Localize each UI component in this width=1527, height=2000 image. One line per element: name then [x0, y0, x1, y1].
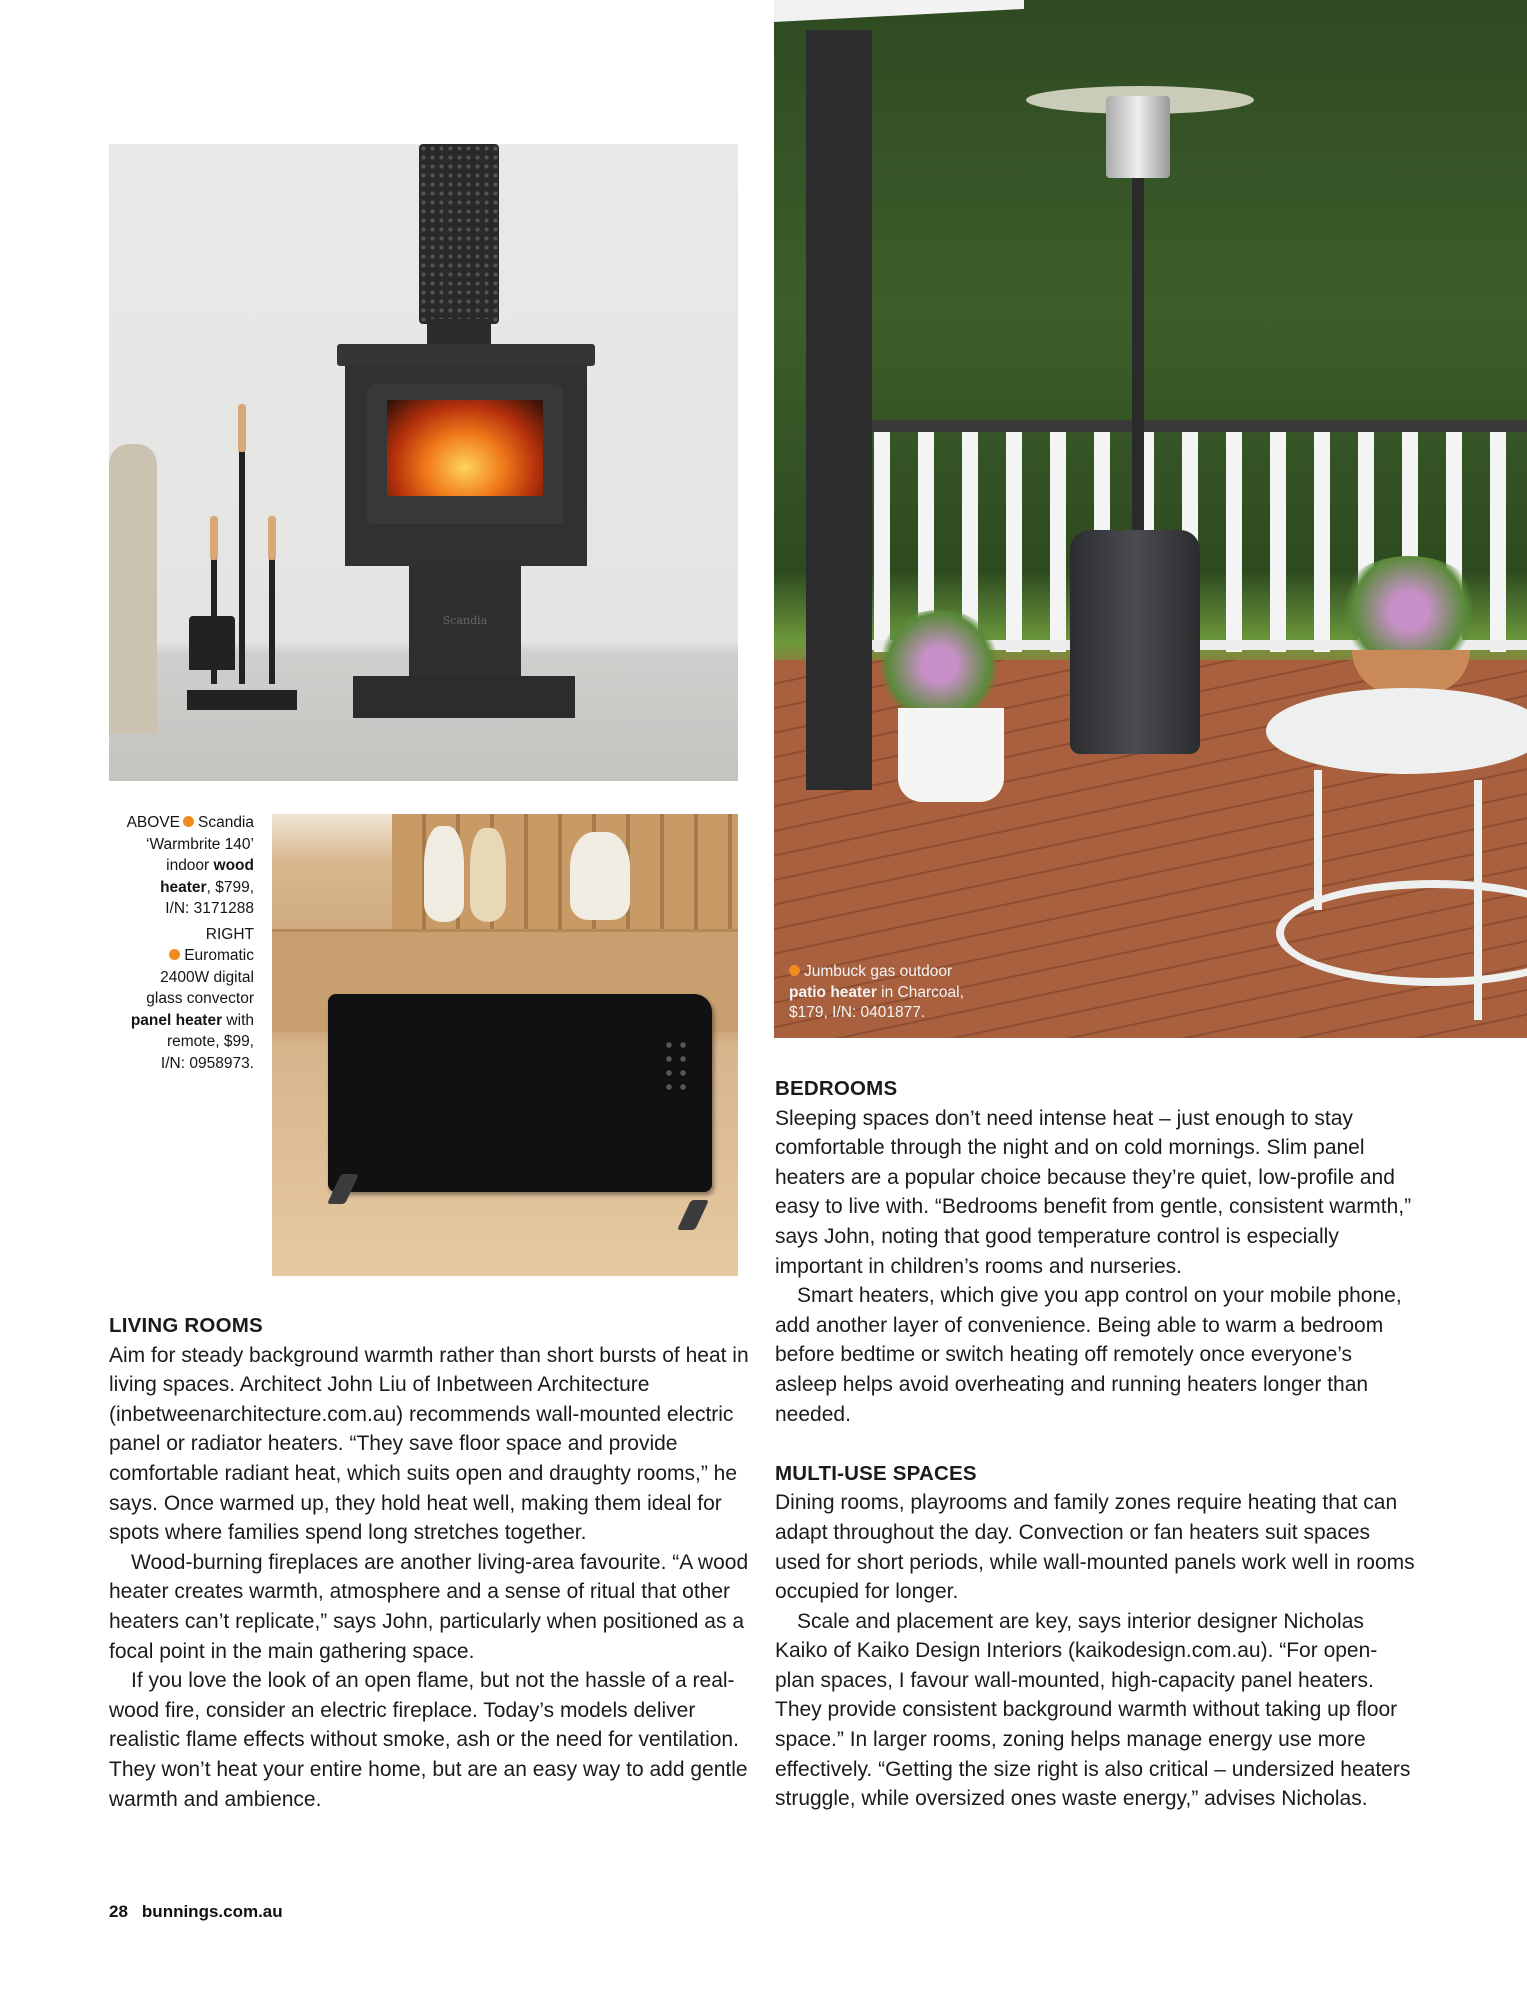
paragraph: Aim for steady background warmth rather than short bursts of heat in living spaces. Architect John Liu of Inbetween Architecture (inbetweenarchitecture.com.au) recommends wall-mounted electric panel or radiator heaters. “They save floor space and provide comfortable radiant heat, which suits open and draughty rooms,” he says. Once warmed up, they hold heat well, making them ideal for spots where families spend long stretches together.	[109, 1343, 749, 1545]
outdoor-table-shape	[1266, 688, 1527, 774]
footer-site-link[interactable]: bunnings.com.au	[141, 1902, 283, 1921]
plant-pot-shape	[898, 708, 1004, 802]
wood-heater-photo	[109, 144, 738, 781]
article-column-right	[775, 1074, 1415, 1814]
section-heading-multi-use-spaces: MULTI-USE SPACES	[775, 1461, 977, 1485]
paragraph: Wood-burning fireplaces are another living-area favourite. “A wood heater creates warmth, atmosphere and a sense of ritual that other heaters can’t replicate,” says John, particularly when positioned as a focal point in the main gathering space.	[109, 1550, 749, 1663]
bullet-dot-icon	[169, 949, 180, 960]
fire-shape	[387, 400, 543, 496]
panel-heater-photo	[272, 814, 738, 1276]
paragraph: If you love the look of an open flame, but not the hassle of a real-wood fire, consider an electric fireplace. Today’s models deliver realistic flame effects without smoke, ash or the need for ventilation. They won’t heat your entire home, but are an easy way to add gentle warmth and ambience.	[109, 1669, 748, 1811]
patio-heater-photo	[774, 0, 1527, 1038]
flue-pipe-shape	[419, 144, 499, 324]
paragraph: Smart heaters, which give you app control on your mobile phone, add another layer of convenience. Being able to warm a bedroom before bedtime or switch heating off remotely once everyone’s asleep helps avoid overheating and running heaters longer than needed.	[775, 1284, 1402, 1426]
caption-above: ABOVE Scandia ‘Warmbrite 140’ indoor wood heater, $799, I/N: 3171288	[126, 814, 254, 917]
paragraph: Dining rooms, playrooms and family zones require heating that can adapt throughout the day. Convection or fan heaters suit spaces used for short periods, while wall-mounted panels work well in rooms occupied for longer.	[775, 1491, 1415, 1604]
page-number: 28	[109, 1902, 128, 1921]
gas-tank-housing-shape	[1070, 530, 1200, 754]
caption-right: RIGHT Euromatic 2400W digital glass convector panel heater with remote, $99, I/N: 0958973.	[130, 925, 254, 1072]
paragraph: Sleeping spaces don’t need intense heat – just enough to stay comfortable through the night and on cold mornings. Slim panel heaters are a popular choice because they’re quiet, low-profile and easy to live with. “Bedrooms benefit from gentle, consistent warmth,” says John, noting that good temperature control is especially important in children’s rooms and nurseries.	[775, 1106, 1412, 1278]
section-heading-bedrooms: BEDROOMS	[775, 1077, 898, 1100]
verandah-post-shape	[806, 30, 872, 790]
product-captions-left	[100, 812, 254, 1074]
heater-control-buttons-icon	[662, 1038, 690, 1094]
section-heading-living-rooms: LIVING ROOMS	[109, 1314, 263, 1337]
bullet-dot-icon	[789, 965, 800, 976]
caption-patio-heater: Jumbuck gas outdoor patio heater in Charcoal, $179, I/N: 0401877.	[789, 963, 964, 1021]
paragraph: Scale and placement are key, says interior designer Nicholas Kaiko of Kaiko Design Interiors (kaikodesign.com.au). “For open-plan spaces, I favour wall-mounted, high-capacity panel heaters. They provide consistent background warmth without taking up floor space.” In larger rooms, zoning helps manage energy use more effectively. “Getting the size right is also critical – undersized heaters struggle, while oversized ones waste energy,” advises Nicholas.	[775, 1609, 1411, 1811]
fireplace-tools-shape	[187, 404, 297, 724]
stove-brand-logo: Scandia	[442, 614, 488, 627]
side-table-shape	[109, 444, 157, 734]
bullet-dot-icon	[183, 816, 194, 827]
page-footer	[109, 1902, 283, 1922]
glass-panel-heater-shape	[328, 994, 712, 1192]
article-column-left	[109, 1311, 749, 1814]
